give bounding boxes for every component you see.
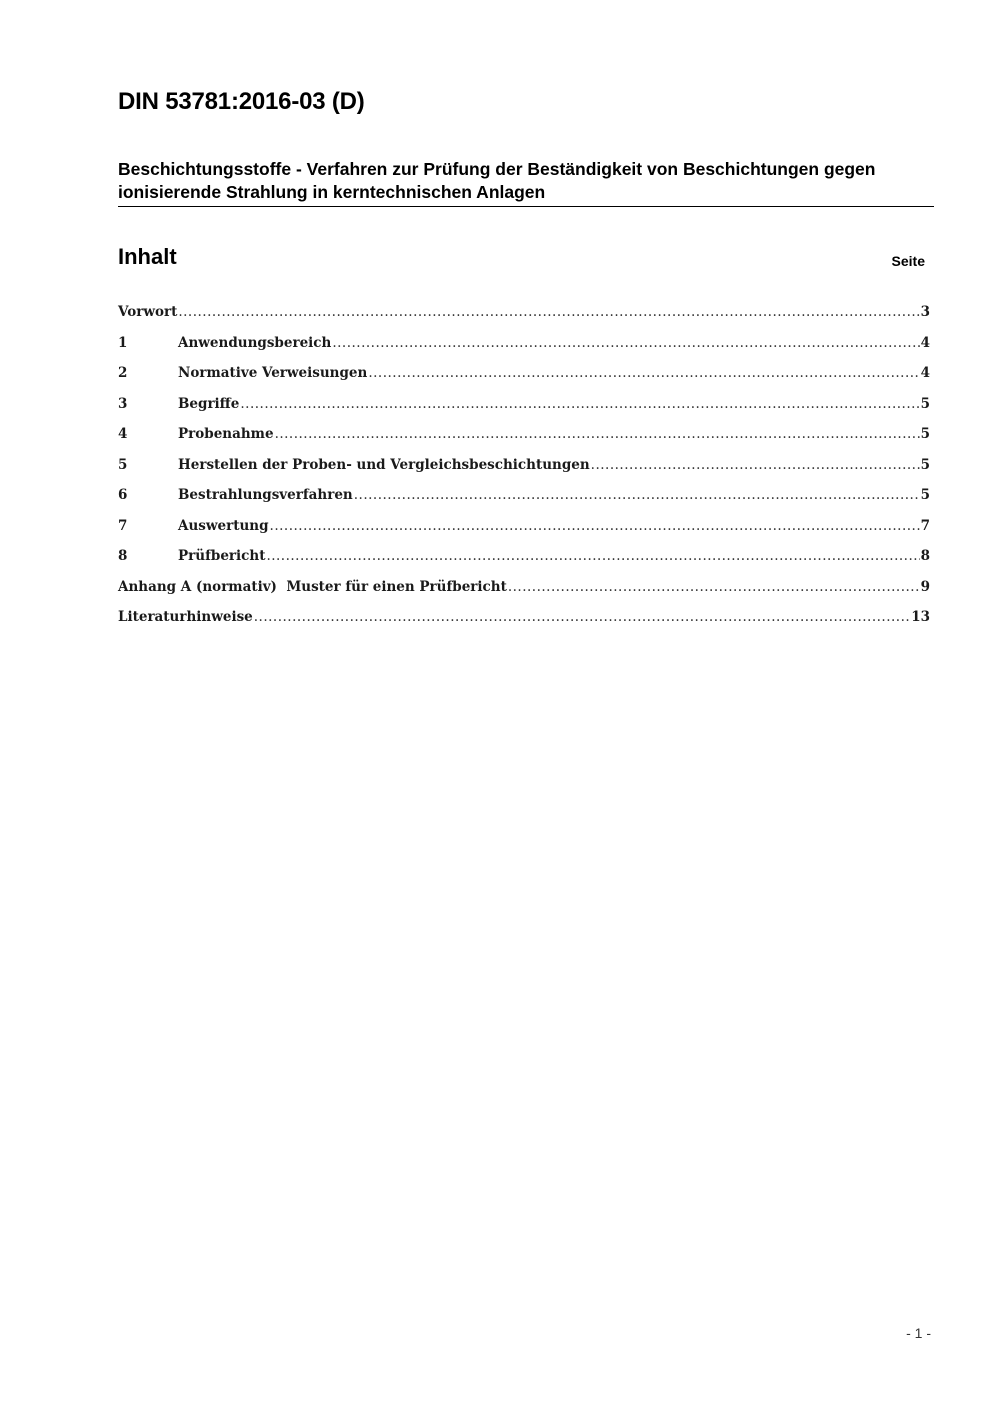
toc-leader-dots: [354, 483, 920, 507]
toc-entry-page: 7: [920, 517, 930, 534]
title-divider: [118, 206, 934, 207]
toc-entry-title: Normative Verweisungen: [178, 365, 368, 381]
toc-entry-page: 9: [920, 578, 930, 595]
toc-leader-dots: [240, 392, 919, 416]
toc-leader-dots: [254, 605, 910, 629]
toc-entry-title: Anhang A (normativ) Muster für einen Prüfbericht: [118, 578, 507, 595]
toc-entry-number: 4: [118, 426, 128, 442]
toc-entry-title: Bestrahlungsverfahren: [178, 487, 353, 503]
toc-leader-dots: [368, 361, 919, 385]
toc-entry-page: 8: [920, 548, 930, 564]
toc-entry-page: 13: [911, 609, 930, 625]
toc-entry-8[interactable]: [118, 544, 930, 575]
toc-entry-number: 8: [118, 548, 128, 564]
toc-leader-dots: [591, 453, 920, 477]
toc-leader-dots: [266, 544, 919, 568]
toc-leader-dots: [275, 422, 920, 446]
toc-entry-title: Prüfbericht: [178, 548, 266, 564]
toc-entry-page: 5: [920, 487, 930, 503]
toc-entry-page: 4: [920, 334, 930, 351]
toc-leader-dots: [270, 514, 920, 538]
toc-entry-title: Auswertung: [178, 517, 269, 534]
toc-entry-title: Anwendungsbereich: [178, 334, 332, 351]
toc-entry-number: 3: [118, 395, 128, 412]
toc-entry-page: 5: [920, 456, 930, 473]
toc-page-column-label: Seite: [891, 253, 925, 269]
toc-entry-1[interactable]: [118, 331, 930, 362]
toc-leader-dots: [508, 575, 920, 599]
toc-entry-title: Vorwort: [118, 304, 178, 320]
toc-entry-page: 4: [920, 365, 930, 381]
toc-entry-page: 5: [920, 395, 930, 412]
toc-entry-title: Probenahme: [178, 426, 274, 442]
toc-entry-3[interactable]: [118, 392, 930, 423]
toc-entry-4[interactable]: [118, 422, 930, 453]
toc-entry-title: Herstellen der Proben- und Vergleichsbeschichtungen: [178, 456, 590, 473]
toc-entry-number: 7: [118, 517, 128, 534]
toc-entry-7[interactable]: [118, 514, 930, 545]
toc-entry-number: 2: [118, 365, 128, 381]
toc-entry-6[interactable]: [118, 483, 930, 514]
document-id: DIN 53781:2016-03 (D): [118, 88, 365, 115]
toc-entry-5[interactable]: [118, 453, 930, 484]
toc-heading: Inhalt: [118, 244, 177, 269]
toc-entry-title: Begriffe: [178, 395, 240, 412]
toc-entry-number: 1: [118, 334, 128, 351]
toc-entry-page: 3: [920, 304, 930, 320]
toc-leader-dots: [178, 300, 919, 324]
toc-entry-number: 5: [118, 456, 128, 473]
toc-entry-anhang-a[interactable]: [118, 575, 930, 606]
toc-entry-number: 6: [118, 487, 128, 503]
toc-entry-title: Literaturhinweise: [118, 609, 253, 625]
toc-entry-literaturhinweise[interactable]: [118, 605, 930, 636]
toc-entry-2[interactable]: [118, 361, 930, 392]
toc-entry-page: 5: [920, 426, 930, 442]
toc-leader-dots: [332, 331, 919, 355]
document-title: Beschichtungsstoffe - Verfahren zur Prüfung der Beständigkeit von Beschichtungen gegen ionisierende Strahlung in kerntechnischen Anlagen: [118, 159, 876, 202]
toc-entry-vorwort[interactable]: [118, 300, 930, 331]
table-of-contents: [118, 300, 930, 636]
page-number: - 1 -: [906, 1325, 931, 1341]
